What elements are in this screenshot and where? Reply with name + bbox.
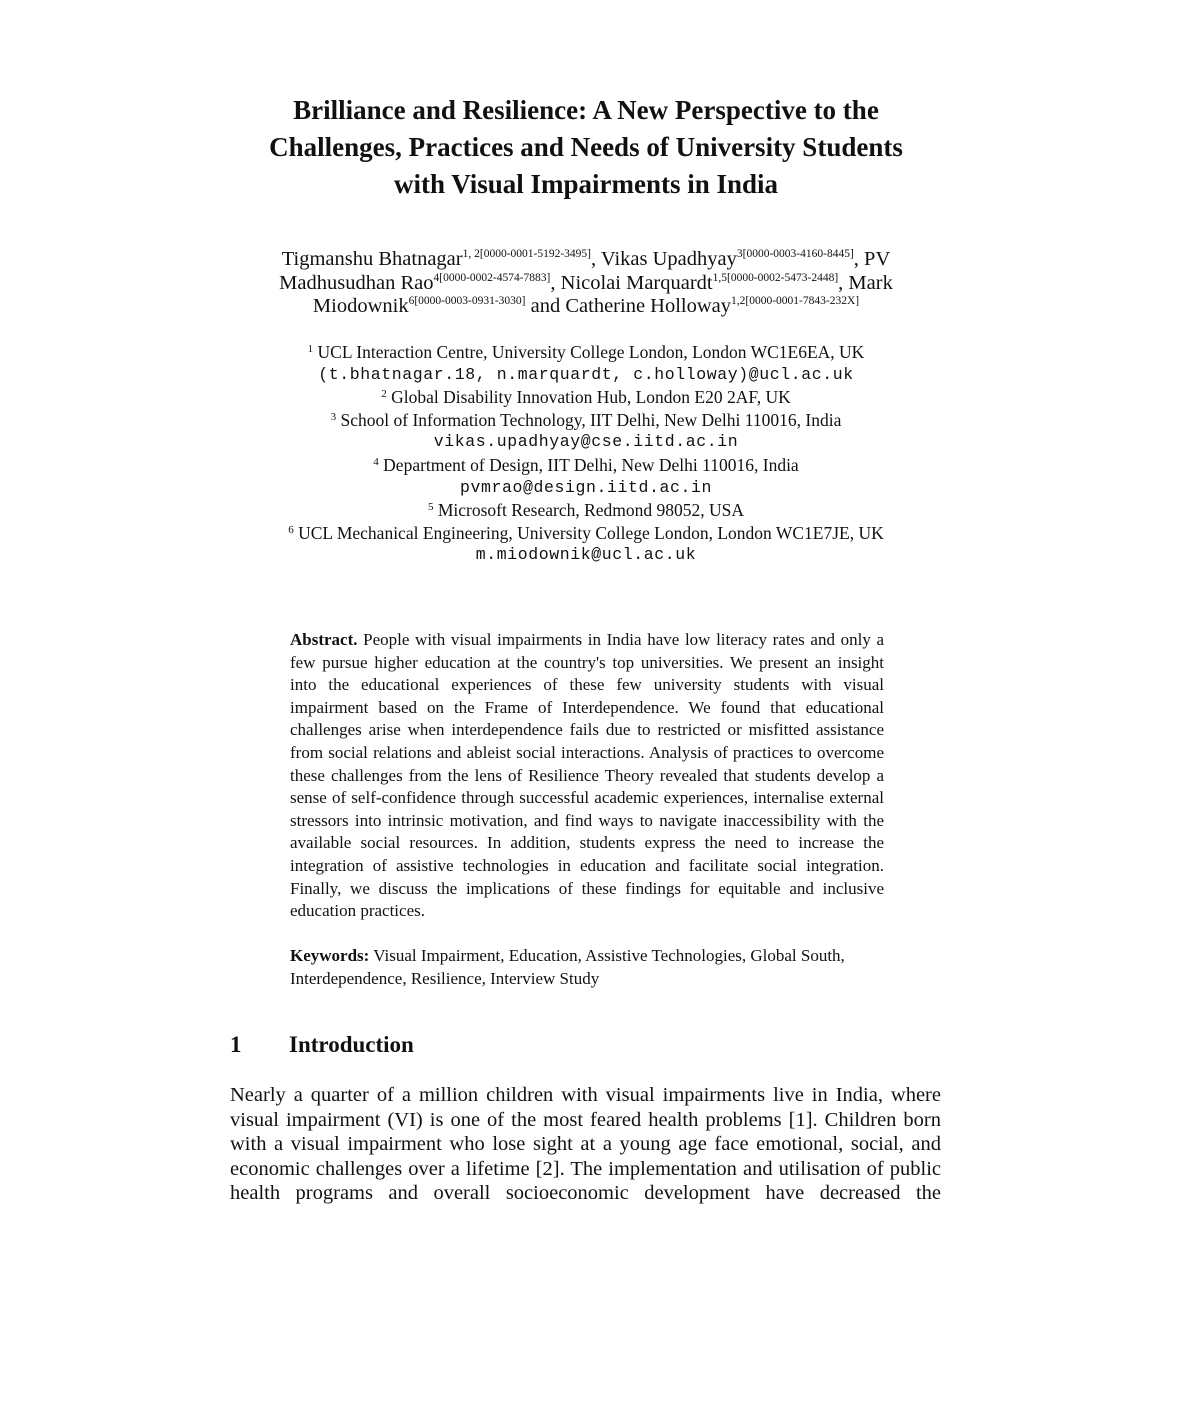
affiliation-text: Department of Design, IIT Delhi, New Delhi 110016, India bbox=[378, 454, 799, 475]
author-orcid: 6[0000-0003-0931-3030] bbox=[408, 295, 526, 307]
paper-title bbox=[230, 92, 942, 203]
affiliation-text: School of Information Technology, IIT Delhi, New Delhi 110016, India bbox=[336, 409, 842, 430]
author-name: Tigmanshu Bhatnagar bbox=[281, 248, 463, 270]
author-orcid: 1,5[0000-0002-5473-2448] bbox=[712, 271, 839, 284]
section-title: Introduction bbox=[289, 1032, 414, 1057]
affiliation-1 bbox=[230, 341, 942, 364]
abstract bbox=[290, 629, 884, 923]
author-name: Madhusudhan Rao bbox=[279, 271, 434, 294]
affiliation-text: UCL Mechanical Engineering, University College London, London WC1E7JE, UK bbox=[293, 522, 884, 543]
section-heading bbox=[230, 1030, 414, 1060]
intro-paragraph: Nearly a quarter of a million children with visual impairments live in India, where visual impairment (VI) is one of the most feared health problems [1]. Children born with a visual impairment who lose sight at a young age face emotional, social, and economic challenges over a lifetime [2]. The implementation and utilisation of public health programs and overall socioeconomic development have decreased the bbox=[230, 1084, 941, 1205]
affiliation-2 bbox=[230, 386, 942, 409]
affiliation-email[interactable]: m.miodownik@ucl.ac.uk bbox=[475, 545, 697, 565]
title-line-3: with Visual Impairments in India bbox=[393, 169, 779, 199]
keywords-text: Visual Impairment, Education, Assistive Technologies, Global South, Interdependence, Resilience, Interview Study bbox=[290, 946, 845, 988]
author-name: , PV bbox=[853, 248, 891, 270]
abstract-text: People with visual impairments in India have low literacy rates and only a few pursue higher education at the country's top universities. We present an insight into the educational experiences of these few university students with visual impairment based on the Frame of Interdependence. We found that educational challenges arise when interdependence fails due to restricted or misfitted assistance from social relations and ableist social interactions. Analysis of practices to overcome these challenges from the lens of Resilience Theory revealed that students develop a sense of self-confidence through successful academic experiences, internalise external stressors into intrinsic motivation, and find ways to navigate inaccessibility with the available social resources. In addition, students express the need to increase the integration of assistive technologies in education and facilitate social integration. Finally, we discuss the implications of these findings for equitable and inclusive education practices. bbox=[290, 630, 884, 921]
affiliation-number: 5 bbox=[427, 501, 434, 514]
author-orcid: 1, 2[0000-0001-5192-3495] bbox=[462, 248, 592, 260]
affiliation-text: UCL Interaction Centre, University College London, London WC1E6EA, UK bbox=[313, 342, 865, 362]
author-line-2 bbox=[230, 272, 942, 296]
affiliation-5 bbox=[230, 499, 942, 522]
affiliation-4 bbox=[230, 454, 942, 477]
affiliation-text: Microsoft Research, Redmond 98052, USA bbox=[433, 500, 745, 521]
affiliation-text: Global Disability Innovation Hub, London E20 2AF, UK bbox=[386, 387, 791, 408]
introduction-body bbox=[230, 1083, 941, 1206]
author-name: and Catherine Holloway bbox=[525, 295, 732, 317]
author-orcid: 1,2[0000-0001-7843-232X] bbox=[731, 295, 860, 307]
author-list bbox=[230, 248, 942, 319]
title-line-2: Challenges, Practices and Needs of University Students bbox=[269, 132, 903, 162]
affiliation-number: 3 bbox=[330, 410, 337, 423]
author-orcid: 3[0000-0003-4160-8445] bbox=[736, 248, 854, 260]
affiliation-number: 4 bbox=[373, 455, 379, 468]
affiliation-list bbox=[230, 341, 942, 567]
affiliation-number: 1 bbox=[307, 343, 314, 355]
title-line-1: Brilliance and Resilience: A New Perspective to the bbox=[293, 95, 879, 125]
affiliation-email[interactable]: pvmrao@design.iitd.ac.in bbox=[459, 477, 713, 497]
author-name: Vikas Upadhyay bbox=[600, 248, 737, 270]
author-line-3 bbox=[230, 295, 942, 319]
author-name: , Mark bbox=[838, 271, 893, 294]
affiliation-email[interactable]: vikas.upadhyay@cse.iitd.ac.in bbox=[433, 432, 739, 452]
abstract-label: Abstract. bbox=[290, 630, 358, 649]
keywords-label: Keywords: bbox=[290, 946, 370, 965]
section-number: 1 bbox=[230, 1032, 242, 1057]
author-name: Miodownik bbox=[312, 295, 409, 317]
affiliation-number: 6 bbox=[288, 523, 294, 536]
author-separator: , bbox=[591, 248, 601, 270]
author-line-1 bbox=[230, 248, 942, 272]
affiliation-number: 2 bbox=[381, 388, 387, 401]
affiliation-3 bbox=[230, 409, 942, 432]
keywords bbox=[290, 945, 884, 990]
author-name: , Nicolai Marquardt bbox=[550, 271, 713, 294]
affiliation-email[interactable]: (t.bhatnagar.18, n.marquardt, c.holloway)@ucl.ac.uk bbox=[318, 364, 854, 384]
author-orcid: 4[0000-0002-4574-7883] bbox=[433, 271, 551, 284]
affiliation-6 bbox=[230, 522, 942, 545]
